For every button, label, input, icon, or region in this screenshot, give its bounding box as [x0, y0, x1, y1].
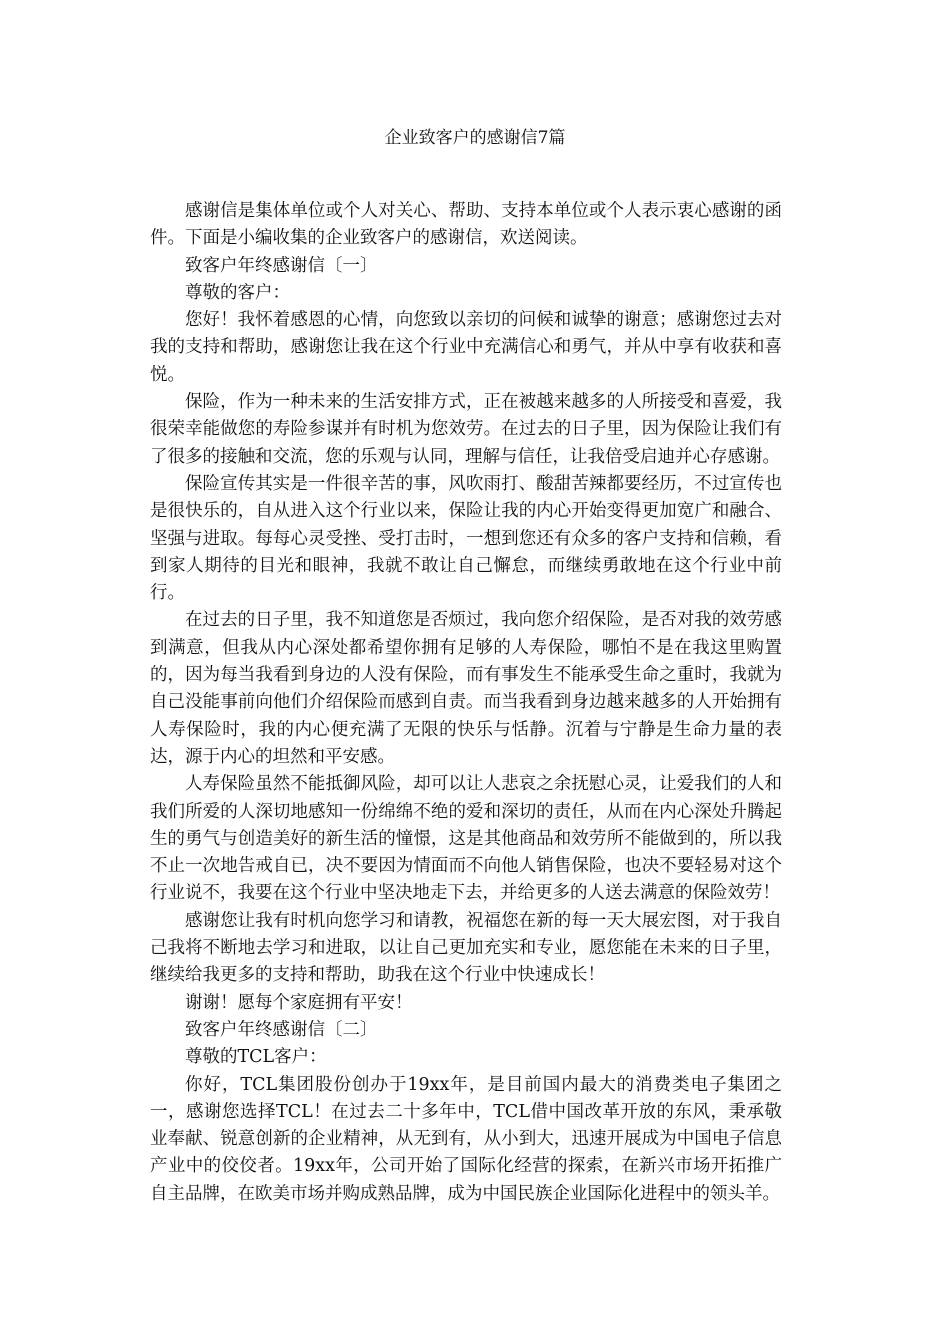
paragraph: 您好！我怀着感恩的心情，向您致以亲切的问候和诚挚的谢意；感谢您过去对我的支持和帮助，感谢您让我在这个行业中充满信心和勇气，并从中享有收获和喜悦。 [150, 310, 782, 385]
paragraph: 感谢您让我有时机向您学习和请教，祝福您在新的每一天大展宏图，对于我自己我将不断地去学习和进取，以让自己更加充实和专业，愿您能在未来的日子里，继续给我更多的支持和帮助，助我在这个行业中快速成长！ [150, 910, 782, 986]
document-body [150, 198, 782, 1208]
paragraph: 在过去的日子里，我不知道您是否烦过，我向您介绍保险，是否对我的效劳感到满意，但我从内心深处都希望你拥有足够的人寿保险，哪怕不是在我这里购置的，因为每当我看到身边的人没有保险，而有事发生不能承受生命之重时，我就为自己没能事前向他们介绍保险而感到自责。而当我看到身边越来越多的人开始拥有人寿保险时，我的内心便充满了无限的快乐与恬静。沉着与宁静是生命力量的表达，源于内心的坦然和平安感。 [150, 610, 782, 767]
paragraph: 你好，TCL集团股份创办于19xx年，是目前国内最大的消费类电子集团之一，感谢您选择TCL！在过去二十多年中，TCL借中国改革开放的东风，秉承敬业奉献、锐意创新的企业精神，从无到有，从小到大，迅速开展成为中国电子信息产业中的佼佼者。19xx年，公司开始了国际化经营的探索，在新兴市场开拓推广自主品牌，在欧美市场并购成熟品牌，成为中国民族企业国际化进程中的领头羊。 [150, 1074, 782, 1204]
document-title: 企业致客户的感谢信7篇 [384, 128, 566, 148]
salutation: 尊敬的客户： [185, 282, 290, 303]
paragraph: 保险，作为一种未来的生活安排方式，正在被越来越多的人所接受和喜爱，我很荣幸能做您的寿险参谋并有时机为您效劳。在过去的日子里，因为保险让我们有了很多的接触和交流，您的乐观与认同，理解与信任，让我倍受启迪并心存感谢。 [150, 392, 782, 467]
section-heading-one: 致客户年终感谢信〔一〕 [185, 255, 378, 276]
section-heading-two: 致客户年终感谢信〔二〕 [185, 1019, 378, 1040]
closing-line: 谢谢！愿每个家庭拥有平安！ [185, 992, 413, 1013]
paragraph: 保险宣传其实是一件很辛苦的事，风吹雨打、酸甜苦辣都要经历，不过宣传也是很快乐的，自从进入这个行业以来，保险让我的内心开始变得更加宽广和融合、坚强与进取。每每心灵受挫、受打击时，一想到您还有众多的客户支持和信赖，看到家人期待的目光和眼神，我就不敢让自己懈怠，而继续勇敢地在这个行业中前行。 [150, 473, 782, 604]
paragraph-intro: 感谢信是集体单位或个人对关心、帮助、支持本单位或个人表示衷心感谢的函件。下面是小编收集的企业致客户的感谢信，欢送阅读。 [150, 201, 782, 249]
salutation: 尊敬的TCL客户： [185, 1047, 327, 1068]
paragraph: 人寿保险虽然不能抵御风险，却可以让人悲哀之余抚慰心灵，让爱我们的人和我们所爱的人深切地感知一份绵绵不绝的爱和深切的责任，从而在内心深处升腾起生的勇气与创造美好的新生活的憧憬，这是其他商品和效劳所不能做到的，所以我不止一次地告戒自已，决不要因为情面而不向他人销售保险，也决不要轻易对这个行业说不，我要在这个行业中坚决地走下去，并给更多的人送去满意的保险效劳！ [150, 774, 782, 904]
